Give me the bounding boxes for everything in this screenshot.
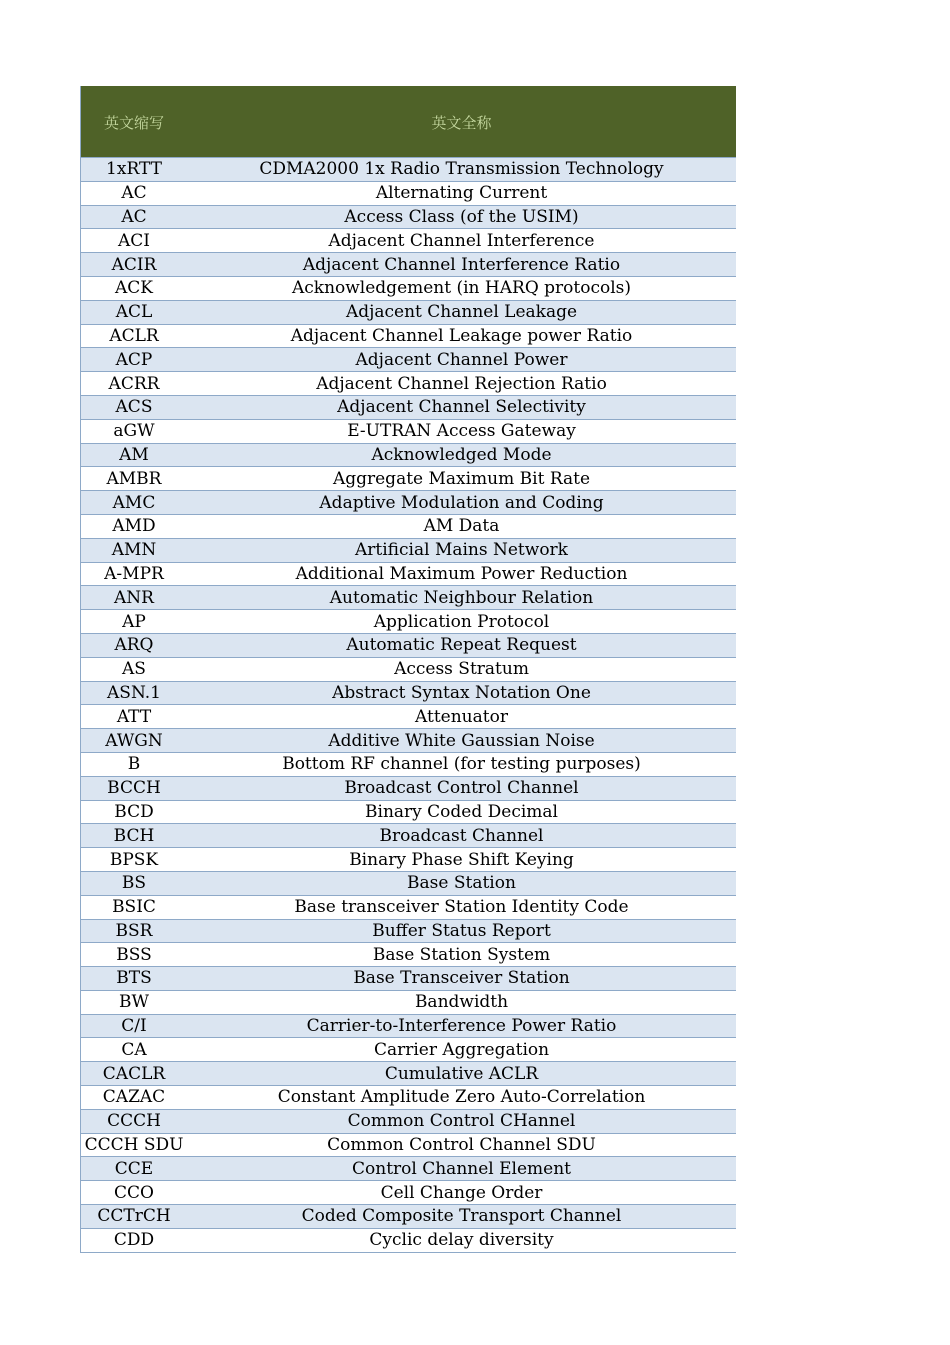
abbreviation-cell: BS <box>121 873 147 894</box>
table-row <box>81 1229 736 1253</box>
abbreviation-cell: CDD <box>113 1230 155 1251</box>
full-name-cell: Cumulative ACLR <box>384 1063 539 1084</box>
full-name-cell: Bottom RF channel (for testing purposes) <box>282 754 641 775</box>
table-row <box>81 729 736 753</box>
abbreviation-cell: BTS <box>116 968 152 989</box>
abbreviation-cell: CCCH <box>107 1111 161 1132</box>
table-row <box>81 420 736 444</box>
table-header <box>81 86 736 158</box>
table-row <box>81 372 736 396</box>
abbreviation-cell: BSS <box>116 944 152 965</box>
abbreviation-cell: BCH <box>113 825 155 846</box>
full-name-cell: Adjacent Channel Leakage power Ratio <box>290 325 633 346</box>
table-row <box>81 586 736 610</box>
abbreviation-cell: ACS <box>115 397 153 418</box>
full-name-cell: Base Station <box>407 873 516 894</box>
table-row <box>81 705 736 729</box>
abbreviation-cell: ACRR <box>108 373 160 394</box>
abbreviation-cell: ACP <box>115 349 153 370</box>
table-row <box>81 1205 736 1229</box>
full-name-cell: Adaptive Modulation and Coding <box>319 492 604 513</box>
abbreviation-cell: A-MPR <box>104 563 164 584</box>
full-name-cell: Common Control CHannel <box>347 1111 576 1132</box>
full-name-cell: Acknowledged Mode <box>371 444 552 465</box>
abbreviation-cell: AC <box>121 206 147 227</box>
abbreviation-cell: AMBR <box>106 468 162 489</box>
abbreviation-cell: ACL <box>115 302 153 323</box>
abbreviation-cell: AMD <box>112 516 156 537</box>
table-row <box>81 920 736 944</box>
table-row <box>81 753 736 777</box>
abbreviation-table <box>80 86 736 1253</box>
abbreviation-cell: ASN.1 <box>107 682 161 703</box>
abbreviation-cell: ATT <box>116 706 152 727</box>
full-name-cell: Base transceiver Station Identity Code <box>294 897 629 918</box>
table-row <box>81 182 736 206</box>
full-name-cell: Buffer Status Report <box>372 920 551 941</box>
full-name-cell: Adjacent Channel Leakage <box>345 302 578 323</box>
abbreviation-cell: ACLR <box>109 325 159 346</box>
table-row <box>81 1181 736 1205</box>
abbreviation-cell: ACK <box>115 278 153 299</box>
table-row <box>81 1086 736 1110</box>
abbreviation-cell: CACLR <box>102 1063 166 1084</box>
abbreviation-cell: BSIC <box>112 897 156 918</box>
abbreviation-cell: AWGN <box>105 730 163 751</box>
table-row <box>81 325 736 349</box>
full-name-cell: Broadcast Channel <box>379 825 544 846</box>
full-name-cell: AM Data <box>423 516 500 537</box>
abbreviation-cell: BW <box>119 992 149 1013</box>
table-row <box>81 824 736 848</box>
abbreviation-cell: BCCH <box>107 778 161 799</box>
full-name-cell: CDMA2000 1x Radio Transmission Technology <box>259 159 664 180</box>
full-name-cell: Broadcast Control Channel <box>344 778 579 799</box>
full-name-cell: Attenuator <box>415 706 508 727</box>
full-name-cell: Cell Change Order <box>380 1182 543 1203</box>
table-row <box>81 991 736 1015</box>
full-name-cell: Alternating Current <box>375 183 548 204</box>
table-row <box>81 158 736 182</box>
full-name-cell: Abstract Syntax Notation One <box>332 682 591 703</box>
abbreviation-cell: BCD <box>114 801 154 822</box>
table-row <box>81 491 736 515</box>
full-name-cell: Control Channel Element <box>352 1158 571 1179</box>
table-row <box>81 206 736 230</box>
full-name-cell: Additional Maximum Power Reduction <box>295 563 628 584</box>
full-name-cell: E-UTRAN Access Gateway <box>347 421 576 442</box>
abbreviation-cell: CCE <box>114 1158 154 1179</box>
table-row <box>81 301 736 325</box>
table-row <box>81 229 736 253</box>
full-name-cell: Artificial Mains Network <box>355 540 568 561</box>
full-name-cell: Adjacent Channel Rejection Ratio <box>316 373 607 394</box>
abbreviation-cell: ARQ <box>114 635 154 656</box>
table-body <box>81 158 736 1253</box>
full-name-cell: Automatic Neighbour Relation <box>329 587 594 608</box>
table-row <box>81 848 736 872</box>
abbreviation-cell: aGW <box>113 421 155 442</box>
full-name-cell: Coded Composite Transport Channel <box>301 1206 622 1227</box>
table-row <box>81 515 736 539</box>
abbreviation-cell: CA <box>121 1039 147 1060</box>
table-row <box>81 682 736 706</box>
table-row <box>81 967 736 991</box>
table-row <box>81 1062 736 1086</box>
full-name-cell: Adjacent Channel Interference Ratio <box>302 254 621 275</box>
table-row <box>81 1038 736 1062</box>
table-row <box>81 943 736 967</box>
full-name-cell: Bandwidth <box>414 992 509 1013</box>
full-name-cell: Additive White Gaussian Noise <box>328 730 595 751</box>
table-row <box>81 658 736 682</box>
header-full-name: 英文全称 <box>431 114 492 132</box>
abbreviation-cell: AMC <box>112 492 156 513</box>
abbreviation-cell: AS <box>122 659 146 680</box>
abbreviation-cell: CAZAC <box>102 1087 166 1108</box>
abbreviation-cell: BSR <box>115 920 153 941</box>
table-row <box>81 634 736 658</box>
table-row <box>81 610 736 634</box>
full-name-cell: Application Protocol <box>373 611 550 632</box>
full-name-cell: Binary Coded Decimal <box>365 801 558 822</box>
abbreviation-cell: CCO <box>114 1182 154 1203</box>
abbreviation-cell: 1xRTT <box>106 159 162 180</box>
abbreviation-cell: AP <box>122 611 146 632</box>
full-name-cell: Constant Amplitude Zero Auto-Correlation <box>277 1087 646 1108</box>
abbreviation-cell: AM <box>119 444 149 465</box>
abbreviation-cell: AMN <box>111 540 157 561</box>
table-row <box>81 872 736 896</box>
table-row <box>81 1157 736 1181</box>
table-row <box>81 896 736 920</box>
abbreviation-cell: C/I <box>121 1016 147 1037</box>
full-name-cell: Automatic Repeat Request <box>346 635 577 656</box>
full-name-cell: Acknowledgement (in HARQ protocols) <box>291 278 632 299</box>
full-name-cell: Access Class (of the USIM) <box>344 206 579 227</box>
full-name-cell: Adjacent Channel Selectivity <box>337 397 586 418</box>
abbreviation-cell: ANR <box>114 587 154 608</box>
table-row <box>81 277 736 301</box>
header-abbreviation: 英文缩写 <box>103 114 164 132</box>
abbreviation-cell: BPSK <box>109 849 159 870</box>
full-name-cell: Base Station System <box>372 944 551 965</box>
full-name-cell: Base Transceiver Station <box>353 968 570 989</box>
table-row <box>81 253 736 277</box>
full-name-cell: Carrier Aggregation <box>373 1039 550 1060</box>
table-row <box>81 1134 736 1158</box>
abbreviation-cell: CCCH SDU <box>84 1135 184 1156</box>
abbreviation-cell: ACI <box>118 230 150 251</box>
table-row <box>81 563 736 587</box>
full-name-cell: Common Control Channel SDU <box>327 1135 596 1156</box>
full-name-cell: Access Stratum <box>394 659 529 680</box>
full-name-cell: Adjacent Channel Power <box>355 349 568 370</box>
table-row <box>81 1110 736 1134</box>
table-row <box>81 801 736 825</box>
table-row <box>81 348 736 372</box>
full-name-cell: Cyclic delay diversity <box>369 1230 554 1251</box>
abbreviation-cell: CCTrCH <box>97 1206 171 1227</box>
full-name-cell: Carrier-to-Interference Power Ratio <box>306 1016 617 1037</box>
full-name-cell: Binary Phase Shift Keying <box>349 849 574 870</box>
table-row <box>81 1015 736 1039</box>
abbreviation-cell: AC <box>121 183 147 204</box>
table-row <box>81 539 736 563</box>
table-row <box>81 396 736 420</box>
table-row <box>81 467 736 491</box>
full-name-cell: Adjacent Channel Interference <box>328 230 595 251</box>
abbreviation-cell: B <box>127 754 141 775</box>
table-row <box>81 777 736 801</box>
abbreviation-cell: ACIR <box>111 254 157 275</box>
table-row <box>81 444 736 468</box>
full-name-cell: Aggregate Maximum Bit Rate <box>332 468 591 489</box>
